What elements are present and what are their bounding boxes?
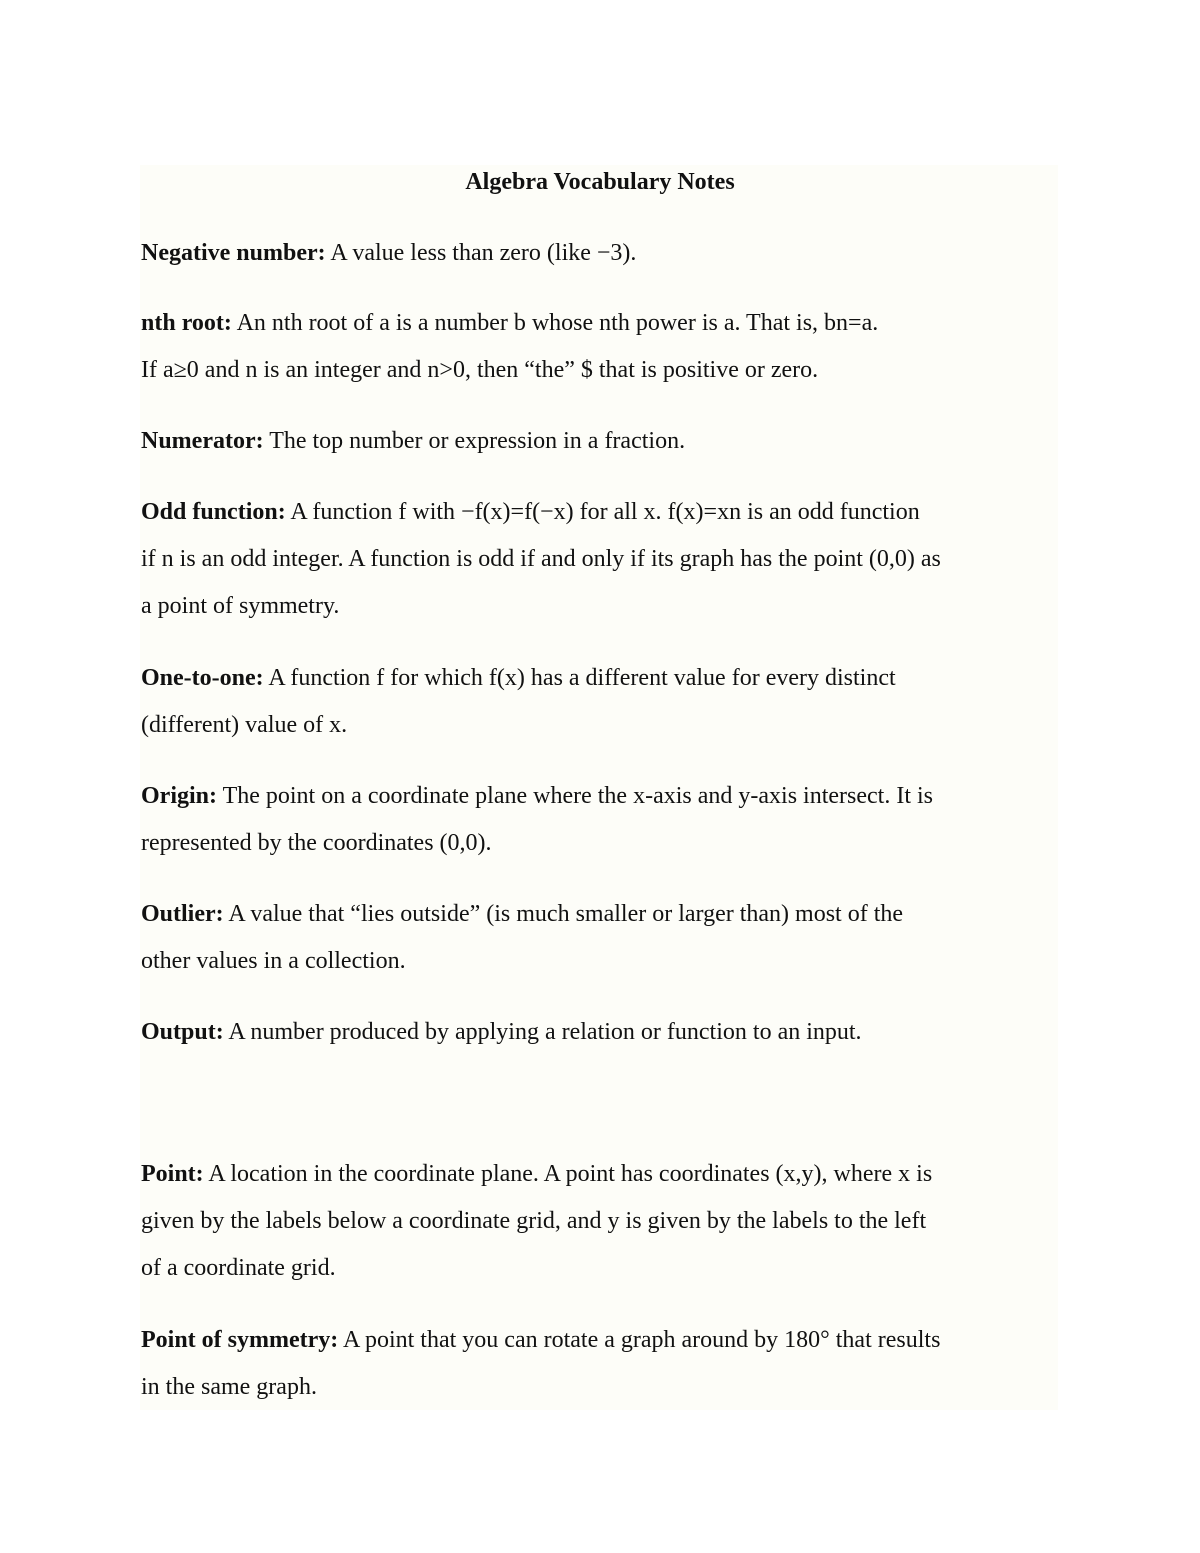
entry-line — [141, 891, 1059, 938]
entry-definition: A value that “lies outside” (is much smaller or larger than) most of the — [223, 901, 904, 927]
entry-term: Outlier: — [141, 901, 224, 927]
entry-nth-root — [141, 300, 1059, 394]
entry-definition: The top number or expression in a fraction. — [263, 428, 686, 454]
entry-line — [141, 300, 1059, 347]
entry-odd-function — [141, 489, 1059, 630]
entry-line — [141, 655, 1059, 702]
entry-line: if n is an odd integer. A function is odd if and only if its graph has the point (0,0) as — [141, 546, 941, 572]
entry-output — [141, 1009, 1059, 1056]
entry-line — [141, 489, 1059, 536]
entry-term: nth root: — [141, 310, 232, 336]
entry-one-to-one — [141, 655, 1059, 749]
entry-definition: A location in the coordinate plane. A point has coordinates (x,y), where x is — [203, 1161, 933, 1187]
entry-definition: A point that you can rotate a graph around by 180° that results — [338, 1327, 941, 1353]
entry-line: a point of symmetry. — [141, 593, 340, 619]
entry-line — [141, 1317, 1059, 1364]
entry-term: One-to-one: — [141, 665, 264, 691]
entry-term: Origin: — [141, 783, 217, 809]
entry-line: represented by the coordinates (0,0). — [141, 830, 492, 856]
entry-term: Numerator: — [141, 428, 264, 454]
entry-line: given by the labels below a coordinate grid, and y is given by the labels to the left — [141, 1208, 927, 1234]
entry-line: (different) value of x. — [141, 712, 348, 738]
entry-point-of-symmetry — [141, 1317, 1059, 1411]
entry-term: Point: — [141, 1161, 204, 1187]
entry-negative-number — [141, 230, 1059, 277]
entry-term: Odd function: — [141, 499, 286, 525]
entry-line: other values in a collection. — [141, 948, 406, 974]
entry-line — [141, 230, 1059, 277]
entry-line: in the same graph. — [141, 1374, 317, 1400]
entry-definition: A value less than zero (like −3). — [325, 240, 637, 266]
entry-term: Negative number: — [141, 240, 326, 266]
entry-definition: A number produced by applying a relation or function to an input. — [223, 1019, 862, 1045]
entry-definition: A function f with −f(x)=f(−x) for all x. f(x)=xn is an odd function — [285, 499, 920, 525]
entry-line — [141, 773, 1059, 820]
entry-point — [141, 1151, 1059, 1292]
page-title: Algebra Vocabulary Notes — [465, 169, 735, 195]
entry-line — [141, 1151, 1059, 1198]
entry-line: of a coordinate grid. — [141, 1255, 336, 1281]
entry-line: If a≥0 and n is an integer and n>0, then “the” $ that is positive or zero. — [141, 357, 819, 383]
entry-definition: A function f for which f(x) has a different value for every distinct — [263, 665, 896, 691]
entry-definition: An nth root of a is a number b whose nth power is a. That is, bn=a. — [231, 310, 879, 336]
entry-definition: The point on a coordinate plane where the x-axis and y-axis intersect. It is — [217, 783, 933, 809]
entry-origin — [141, 773, 1059, 867]
entry-outlier — [141, 891, 1059, 985]
entry-numerator — [141, 418, 1059, 465]
entry-term: Output: — [141, 1019, 224, 1045]
entry-line — [141, 1009, 1059, 1056]
entry-term: Point of symmetry: — [141, 1327, 339, 1353]
entry-line — [141, 418, 1059, 465]
